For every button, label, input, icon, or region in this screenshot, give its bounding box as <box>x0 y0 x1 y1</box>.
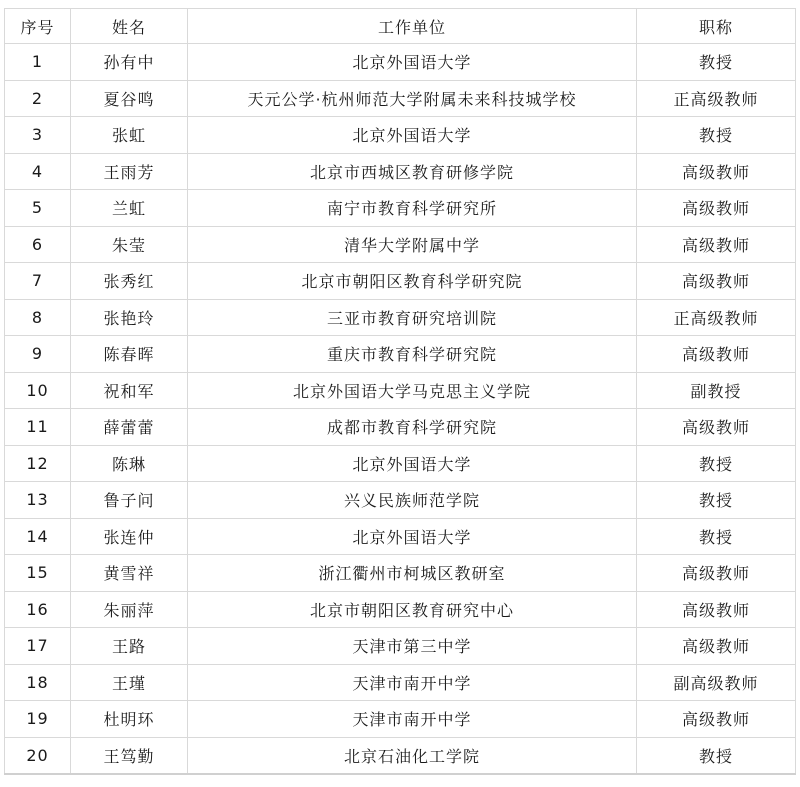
cell-organization: 成都市教育科学研究院 <box>188 409 637 446</box>
cell-organization: 天津市南开中学 <box>188 701 637 738</box>
cell-organization: 兴义民族师范学院 <box>188 482 637 519</box>
cell-name: 张虹 <box>71 117 188 154</box>
cell-title: 教授 <box>637 117 796 154</box>
cell-name: 朱莹 <box>71 226 188 263</box>
cell-name: 夏谷鸣 <box>71 80 188 117</box>
expert-list-table <box>4 8 796 775</box>
table-row <box>5 409 796 446</box>
cell-name: 薛蕾蕾 <box>71 409 188 446</box>
table-row <box>5 190 796 227</box>
table-row <box>5 44 796 81</box>
cell-organization: 北京外国语大学 <box>188 44 637 81</box>
table-row <box>5 518 796 555</box>
cell-index: 6 <box>5 226 71 263</box>
cell-index: 14 <box>5 518 71 555</box>
cell-index: 19 <box>5 701 71 738</box>
cell-index: 11 <box>5 409 71 446</box>
cell-title: 教授 <box>637 445 796 482</box>
cell-name: 王瑾 <box>71 664 188 701</box>
cell-title: 教授 <box>637 44 796 81</box>
table-body <box>5 44 796 775</box>
cell-index: 13 <box>5 482 71 519</box>
cell-title: 副教授 <box>637 372 796 409</box>
table-row <box>5 299 796 336</box>
cell-organization: 北京外国语大学马克思主义学院 <box>188 372 637 409</box>
header-row <box>5 9 796 44</box>
cell-name: 杜明环 <box>71 701 188 738</box>
cell-name: 鲁子问 <box>71 482 188 519</box>
cell-organization: 北京市朝阳区教育科学研究院 <box>188 263 637 300</box>
table-row <box>5 445 796 482</box>
cell-organization: 北京市朝阳区教育研究中心 <box>188 591 637 628</box>
cell-index: 4 <box>5 153 71 190</box>
cell-index: 5 <box>5 190 71 227</box>
cell-title: 高级教师 <box>637 263 796 300</box>
cell-title: 高级教师 <box>637 591 796 628</box>
cell-organization: 天津市第三中学 <box>188 628 637 665</box>
cell-organization: 重庆市教育科学研究院 <box>188 336 637 373</box>
cell-organization: 北京市西城区教育研修学院 <box>188 153 637 190</box>
table-row <box>5 482 796 519</box>
cell-organization: 南宁市教育科学研究所 <box>188 190 637 227</box>
cell-index: 18 <box>5 664 71 701</box>
cell-name: 孙有中 <box>71 44 188 81</box>
cell-index: 2 <box>5 80 71 117</box>
cell-index: 16 <box>5 591 71 628</box>
header-name: 姓名 <box>71 9 188 44</box>
cell-index: 17 <box>5 628 71 665</box>
cell-organization: 北京外国语大学 <box>188 518 637 555</box>
cell-title: 高级教师 <box>637 628 796 665</box>
table-row <box>5 591 796 628</box>
cell-name: 黄雪祥 <box>71 555 188 592</box>
expert-list-table-container <box>4 8 795 775</box>
cell-name: 朱丽萍 <box>71 591 188 628</box>
header-organization: 工作单位 <box>188 9 637 44</box>
table-row <box>5 701 796 738</box>
cell-name: 陈琳 <box>71 445 188 482</box>
table-row <box>5 555 796 592</box>
cell-organization: 三亚市教育研究培训院 <box>188 299 637 336</box>
cell-name: 张连仲 <box>71 518 188 555</box>
table-row <box>5 664 796 701</box>
table-row <box>5 153 796 190</box>
cell-name: 兰虹 <box>71 190 188 227</box>
table-row <box>5 737 796 774</box>
cell-name: 陈春晖 <box>71 336 188 373</box>
table-row <box>5 117 796 154</box>
header-title: 职称 <box>637 9 796 44</box>
cell-title: 副高级教师 <box>637 664 796 701</box>
table-header <box>5 9 796 44</box>
cell-index: 12 <box>5 445 71 482</box>
cell-organization: 浙江衢州市柯城区教研室 <box>188 555 637 592</box>
table-row <box>5 226 796 263</box>
cell-title: 高级教师 <box>637 153 796 190</box>
cell-index: 9 <box>5 336 71 373</box>
cell-title: 教授 <box>637 518 796 555</box>
cell-title: 高级教师 <box>637 226 796 263</box>
cell-index: 8 <box>5 299 71 336</box>
cell-index: 15 <box>5 555 71 592</box>
header-index: 序号 <box>5 9 71 44</box>
cell-name: 王笃勤 <box>71 737 188 774</box>
cell-name: 王路 <box>71 628 188 665</box>
cell-organization: 北京石油化工学院 <box>188 737 637 774</box>
cell-index: 20 <box>5 737 71 774</box>
table-row <box>5 80 796 117</box>
cell-title: 正高级教师 <box>637 299 796 336</box>
table-row <box>5 628 796 665</box>
cell-index: 1 <box>5 44 71 81</box>
cell-organization: 北京外国语大学 <box>188 117 637 154</box>
cell-index: 10 <box>5 372 71 409</box>
cell-title: 教授 <box>637 482 796 519</box>
cell-name: 祝和军 <box>71 372 188 409</box>
cell-organization: 北京外国语大学 <box>188 445 637 482</box>
cell-title: 高级教师 <box>637 336 796 373</box>
cell-title: 正高级教师 <box>637 80 796 117</box>
cell-title: 高级教师 <box>637 555 796 592</box>
cell-title: 高级教师 <box>637 701 796 738</box>
cell-index: 3 <box>5 117 71 154</box>
cell-name: 王雨芳 <box>71 153 188 190</box>
cell-name: 张艳玲 <box>71 299 188 336</box>
cell-organization: 天元公学·杭州师范大学附属未来科技城学校 <box>188 80 637 117</box>
cell-index: 7 <box>5 263 71 300</box>
table-row <box>5 372 796 409</box>
cell-title: 教授 <box>637 737 796 774</box>
cell-organization: 清华大学附属中学 <box>188 226 637 263</box>
table-row <box>5 336 796 373</box>
cell-name: 张秀红 <box>71 263 188 300</box>
cell-organization: 天津市南开中学 <box>188 664 637 701</box>
cell-title: 高级教师 <box>637 190 796 227</box>
table-row <box>5 263 796 300</box>
cell-title: 高级教师 <box>637 409 796 446</box>
